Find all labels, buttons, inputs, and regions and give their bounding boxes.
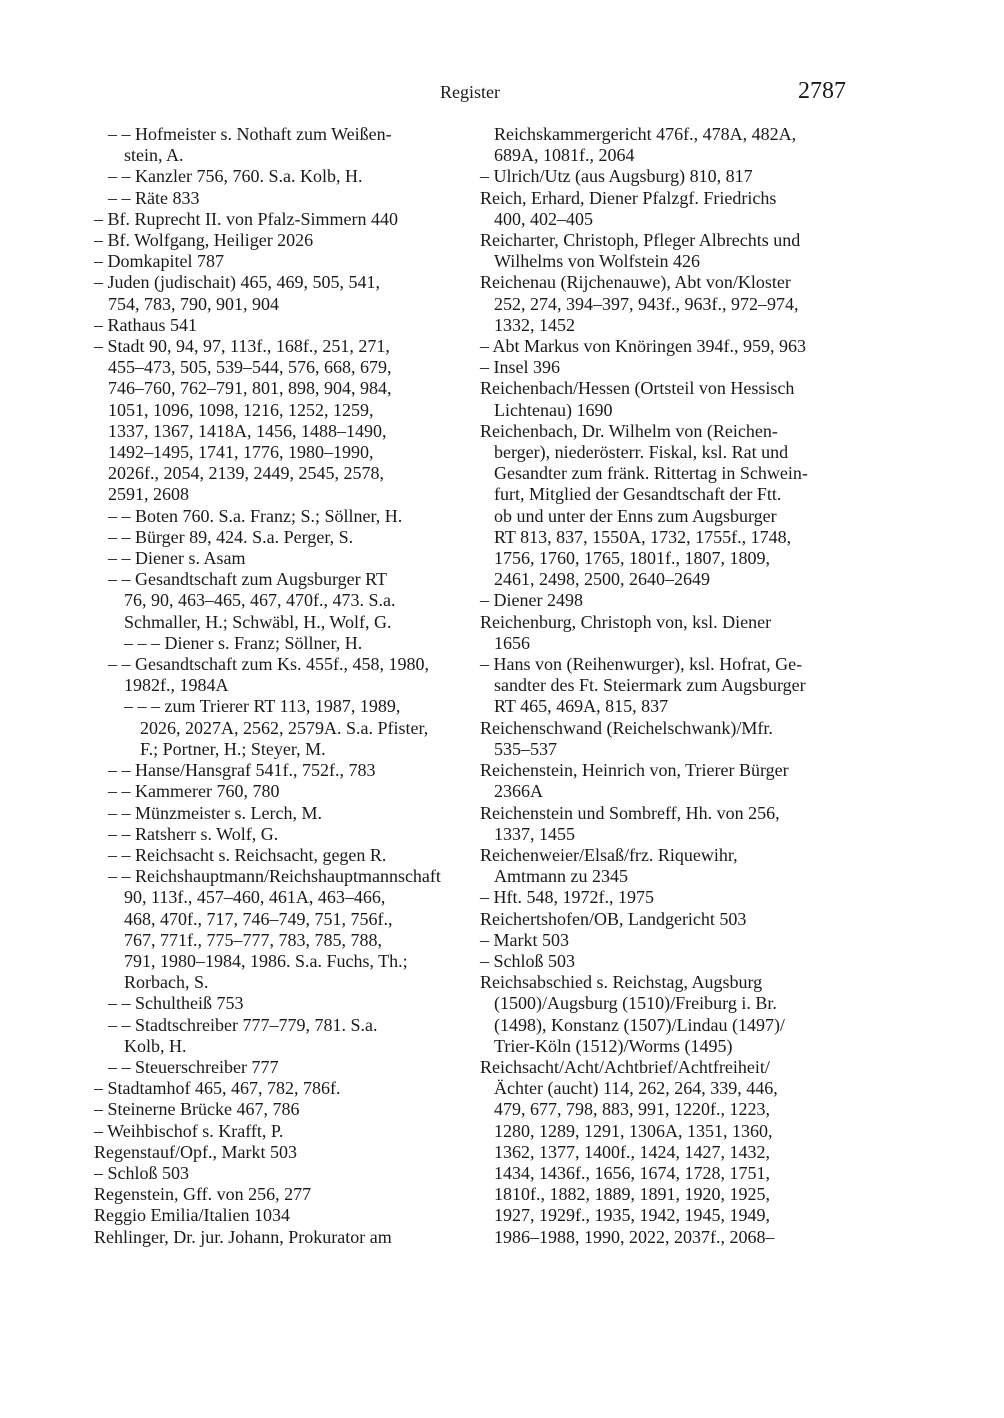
- index-entry-line: Reichenbach/Hessen (Ortsteil von Hessisch: [480, 378, 795, 399]
- index-entry-line: – – Stadtschreiber 777–779, 781. S.a.: [108, 1014, 378, 1035]
- index-entry-line: – Stadtamhof 465, 467, 782, 786f.: [94, 1078, 341, 1099]
- index-entry-line: sandter des Ft. Steiermark zum Augsburger: [494, 675, 806, 696]
- index-entry-line: stein, A.: [124, 145, 184, 166]
- index-entry-line: – Steinerne Brücke 467, 786: [94, 1099, 300, 1120]
- index-entry-line: Reichsacht/Acht/Achtbrief/Achtfreiheit/: [480, 1056, 770, 1077]
- index-entry-line: – – Münzmeister s. Lerch, M.: [108, 802, 322, 823]
- index-entry-line: 468, 470f., 717, 746–749, 751, 756f.,: [124, 908, 393, 929]
- index-entry-line: 1051, 1096, 1098, 1216, 1252, 1259,: [108, 399, 374, 420]
- index-entry-line: Regenstauf/Opf., Markt 503: [94, 1141, 297, 1162]
- index-entry-line: – – Gesandtschaft zum Augsburger RT: [108, 569, 388, 590]
- index-entry-line: Lichtenau) 1690: [494, 399, 613, 420]
- index-entry-line: 1927, 1929f., 1935, 1942, 1945, 1949,: [494, 1205, 770, 1226]
- index-entry-line: 1656: [494, 632, 530, 653]
- index-entry-line: – Abt Markus von Knöringen 394f., 959, 963: [480, 336, 806, 357]
- index-entry-line: – – Kammerer 760, 780: [108, 781, 280, 802]
- index-entry-line: berger), niederösterr. Fiskal, ksl. Rat und: [494, 442, 789, 463]
- index-entry-line: – Markt 503: [480, 929, 569, 950]
- index-entry-line: 2591, 2608: [108, 484, 189, 505]
- index-entry-line: 746–760, 762–791, 801, 898, 904, 984,: [108, 378, 392, 399]
- index-entry-line: Reichenschwand (Reichelschwank)/Mfr.: [480, 717, 773, 738]
- index-entry-line: – Domkapitel 787: [94, 251, 224, 272]
- index-column-right: [480, 124, 850, 1248]
- index-entry-line: – – Reichshauptmann/Reichshauptmannschaft: [108, 866, 441, 887]
- index-entry-line: – Bf. Wolfgang, Heiliger 2026: [94, 230, 314, 251]
- index-entry-line: 90, 113f., 457–460, 461A, 463–466,: [124, 887, 386, 908]
- index-entry-line: 1362, 1377, 1400f., 1424, 1427, 1432,: [494, 1141, 770, 1162]
- index-entry-line: – – Hofmeister s. Nothaft zum Weißen-: [108, 124, 392, 144]
- index-entry-line: – Bf. Ruprecht II. von Pfalz-Simmern 440: [94, 208, 398, 229]
- index-entry-line: Reichenburg, Christoph von, ksl. Diener: [480, 611, 772, 632]
- index-entry-line: – Juden (judischait) 465, 469, 505, 541,: [94, 272, 380, 293]
- index-entry-line: – Diener 2498: [480, 590, 583, 611]
- index-entry-line: 1982f., 1984A: [124, 675, 229, 696]
- index-entry-line: 479, 677, 798, 883, 991, 1220f., 1223,: [494, 1099, 770, 1120]
- index-entry-line: 400, 402–405: [494, 208, 593, 229]
- index-entry-line: (1498), Konstanz (1507)/Lindau (1497)/: [494, 1014, 785, 1035]
- index-entry-line: 1434, 1436f., 1656, 1674, 1728, 1751,: [494, 1162, 770, 1183]
- index-entry-line: – – Ratsherr s. Wolf, G.: [108, 823, 279, 844]
- index-entry-line: (1500)/Augsburg (1510)/Freiburg i. Br.: [494, 993, 777, 1014]
- index-entry-line: Schmaller, H.; Schwäbl, H., Wolf, G.: [124, 611, 392, 632]
- index-entry-line: 1280, 1289, 1291, 1306A, 1351, 1360,: [494, 1120, 773, 1141]
- index-entry-line: – – – zum Trierer RT 113, 1987, 1989,: [124, 696, 401, 717]
- index-entry-line: – Stadt 90, 94, 97, 113f., 168f., 251, 271,: [94, 336, 390, 357]
- index-entry-line: Rorbach, S.: [124, 972, 209, 993]
- index-entry-line: Amtmann zu 2345: [494, 866, 628, 887]
- index-entry-line: 1492–1495, 1741, 1776, 1980–1990,: [108, 442, 374, 463]
- index-entry-line: 1337, 1367, 1418A, 1456, 1488–1490,: [108, 420, 387, 441]
- index-entry-line: Reichsabschied s. Reichstag, Augsburg: [480, 972, 763, 993]
- index-entry-line: 76, 90, 463–465, 467, 470f., 473. S.a.: [124, 590, 396, 611]
- index-entry-line: – – Räte 833: [108, 187, 200, 208]
- index-entry-line: Reichenstein und Sombreff, Hh. von 256,: [480, 802, 780, 823]
- index-entry-line: 1756, 1760, 1765, 1801f., 1807, 1809,: [494, 548, 770, 569]
- index-entry-line: ob und unter der Enns zum Augsburger: [494, 505, 777, 526]
- index-entry-line: Reichenstein, Heinrich von, Trierer Bürger: [480, 760, 789, 781]
- index-entry-line: – – Schultheiß 753: [108, 993, 244, 1014]
- index-entry-line: – – Boten 760. S.a. Franz; S.; Söllner, H.: [108, 505, 403, 526]
- index-entry-line: Reicharter, Christoph, Pfleger Albrechts und: [480, 230, 801, 251]
- index-entry-line: – Schloß 503: [94, 1162, 190, 1183]
- index-entry-line: 2461, 2498, 2500, 2640–2649: [494, 569, 710, 590]
- index-entry-line: – Rathaus 541: [94, 314, 197, 335]
- index-entry-line: Reichertshofen/OB, Landgericht 503: [480, 908, 747, 929]
- index-entry-line: – – Steuerschreiber 777: [108, 1056, 279, 1077]
- index-entry-line: Reichenweier/Elsaß/frz. Riquewihr,: [480, 844, 738, 865]
- index-entry-line: – – Diener s. Asam: [108, 548, 246, 569]
- index-entry-line: Trier-Köln (1512)/Worms (1495): [494, 1035, 733, 1056]
- index-entry-line: 689A, 1081f., 2064: [494, 145, 635, 166]
- page-header: [94, 80, 846, 110]
- index-entry-line: Reichskammergericht 476f., 478A, 482A,: [494, 124, 797, 144]
- index-entry-line: 1986–1988, 1990, 2022, 2037f., 2068–: [494, 1226, 775, 1247]
- index-entry-line: – Hans von (Reihenwurger), ksl. Hofrat, Ge-: [480, 654, 803, 675]
- index-entry-line: 1337, 1455: [494, 823, 575, 844]
- index-entry-line: Rehlinger, Dr. jur. Johann, Prokurator am: [94, 1226, 392, 1247]
- index-entry-line: RT 465, 469A, 815, 837: [494, 696, 669, 717]
- index-entry-line: – Schloß 503: [480, 950, 576, 971]
- index-entry-line: F.; Portner, H.; Steyer, M.: [140, 738, 326, 759]
- index-entry-line: 2026f., 2054, 2139, 2449, 2545, 2578,: [108, 463, 384, 484]
- index-entry-line: 1810f., 1882, 1889, 1891, 1920, 1925,: [494, 1184, 770, 1205]
- index-entry-line: 791, 1980–1984, 1986. S.a. Fuchs, Th.;: [124, 950, 408, 971]
- index-entry-line: – Ulrich/Utz (aus Augsburg) 810, 817: [480, 166, 753, 187]
- index-entry-line: 1332, 1452: [494, 314, 575, 335]
- index-entry-line: – – Bürger 89, 424. S.a. Perger, S.: [108, 526, 354, 547]
- index-entry-line: Reichenbach, Dr. Wilhelm von (Reichen-: [480, 420, 778, 441]
- index-entry-line: – – Gesandtschaft zum Ks. 455f., 458, 1980,: [108, 654, 429, 675]
- index-entry-line: RT 813, 837, 1550A, 1732, 1755f., 1748,: [494, 526, 792, 547]
- index-entry-line: 455–473, 505, 539–544, 576, 668, 679,: [108, 357, 392, 378]
- index-column-left: [94, 124, 469, 1248]
- page-number: 2787: [798, 78, 846, 104]
- index-entry-line: – – Kanzler 756, 760. S.a. Kolb, H.: [108, 166, 363, 187]
- index-entry-line: Wilhelms von Wolfstein 426: [494, 251, 700, 272]
- index-entry-line: 754, 783, 790, 901, 904: [108, 293, 279, 314]
- index-entry-line: furt, Mitglied der Gesandtschaft der Ftt.: [494, 484, 782, 505]
- index-entry-line: – – Hanse/Hansgraf 541f., 752f., 783: [108, 760, 376, 781]
- index-entry-line: Ächter (aucht) 114, 262, 264, 339, 446,: [494, 1078, 778, 1099]
- index-entry-line: 2026, 2027A, 2562, 2579A. S.a. Pfister,: [140, 717, 429, 738]
- index-entry-line: – – Reichsacht s. Reichsacht, gegen R.: [108, 844, 387, 865]
- index-entry-line: 2366A: [494, 781, 543, 802]
- index-entry-line: Regenstein, Gff. von 256, 277: [94, 1184, 312, 1205]
- index-entry-line: – Insel 396: [480, 357, 560, 378]
- index-entry-line: 535–537: [494, 738, 557, 759]
- index-entry-line: 767, 771f., 775–777, 783, 785, 788,: [124, 929, 382, 950]
- index-entry-line: Gesandter zum fränk. Rittertag in Schwein-: [494, 463, 808, 484]
- index-entry-line: – Weihbischof s. Krafft, P.: [94, 1120, 284, 1141]
- running-head: Register: [440, 82, 500, 102]
- index-entry-line: – Hft. 548, 1972f., 1975: [480, 887, 654, 908]
- index-entry-line: Reich, Erhard, Diener Pfalzgf. Friedrichs: [480, 187, 777, 208]
- index-entry-line: – – – Diener s. Franz; Söllner, H.: [124, 632, 363, 653]
- index-entry-line: 252, 274, 394–397, 943f., 963f., 972–974,: [494, 293, 799, 314]
- index-entry-line: Kolb, H.: [124, 1035, 187, 1056]
- index-entry-line: Reichenau (Rijchenauwe), Abt von/Kloster: [480, 272, 791, 293]
- index-entry-line: Reggio Emilia/Italien 1034: [94, 1205, 290, 1226]
